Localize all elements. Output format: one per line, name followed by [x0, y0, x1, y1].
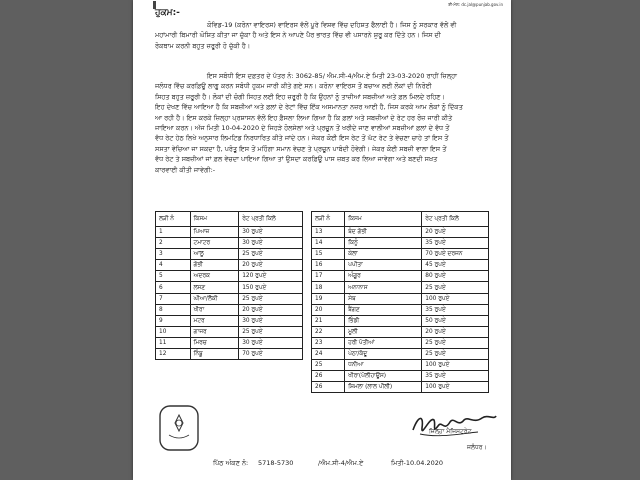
rate-cell: 35 ਰੁਪਏ: [422, 238, 489, 249]
item-name-cell: ਨਿੰਬੂ: [190, 349, 239, 360]
table-row: [312, 304, 489, 315]
table-row: [312, 227, 489, 238]
table-row: [156, 293, 303, 304]
serial-number-cell: 15: [312, 249, 345, 260]
rate-cell: 30 ਰੁਪਏ: [239, 238, 303, 249]
item-name-cell: ਕਿਨੂੰ: [345, 238, 422, 249]
item-name-cell: ਗੋਭੀ: [190, 260, 239, 271]
rate-cell: 30 ਰੁਪਏ: [239, 337, 303, 348]
item-name-cell: ਮੂਲੀ: [345, 326, 422, 337]
item-name-cell: ਟਮਾਟਰ: [190, 238, 239, 249]
serial-number-cell: 14: [312, 238, 345, 249]
item-name-cell: ਬੰਦ ਗੋਭੀ: [345, 227, 422, 238]
table-row: [312, 249, 489, 260]
item-name-cell: ਖੀਰਾ: [190, 304, 239, 315]
endorsement-date: ਮਿਤੀ-10.04.2020: [391, 459, 444, 467]
serial-number-cell: 13: [312, 227, 345, 238]
item-name-cell: ਮਿਰਚ: [190, 337, 239, 348]
item-name-cell: ਖੀਰਾ(ਪੋਲੀਹਾਊਸ): [345, 371, 422, 382]
table-row: [156, 304, 303, 315]
paragraph-line: ਸਿਹਤ ਬਹੁਤ ਜ਼ਰੂਰੀ ਹੈ। ਲੋਕਾਂ ਦੀ ਚੰਗੀ ਸਿਹਤ ਲਈ ਇਹ ਜ਼ਰੂਰੀ ਹੈ ਕਿ ਉਹਨਾਂ ਨੂੰ ਤਾਜ਼ੀਆਂ ਸਬਜ਼ੀਆਂ ਅਤੇ ਫ਼ਲ ਮਿਲਦੇ ਰਹਿਣ।: [155, 92, 445, 101]
signatory-place: ਜਲੰਧਰ।: [467, 444, 487, 451]
signatory-title: ਜ਼ਿਲ੍ਹਾ ਮੈਜਿਸਟਰੇਟ: [429, 428, 472, 435]
table-row: [156, 238, 303, 249]
table-row: [156, 271, 303, 282]
table-row: [312, 371, 489, 382]
item-name-cell: ਪੇਠਾ/ਕੱਦੂ: [345, 349, 422, 360]
intro-paragraph: [155, 20, 495, 51]
rate-cell: 25 ਰੁਪਏ: [422, 337, 489, 348]
item-name-cell: ਅਦਰਕ: [190, 271, 239, 282]
serial-number-cell: 10: [156, 326, 191, 337]
serial-number-cell: 7: [156, 293, 191, 304]
paragraph-line: ਆ ਰਹੀ ਹੈ। ਇਸ ਕਰਕੇ ਜ਼ਿਲ੍ਹਾ ਪ੍ਰਸ਼ਾਸਨ ਵੱਲੋਂ ਇਹ ਫ਼ੈਸਲਾ ਲਿਆ ਗਿਆ ਹੈ ਕਿ ਫ਼ਲਾਂ ਅਤੇ ਸਬਜ਼ੀਆਂ ਦੇ ਰੇਟ ਹਰ ਰੋਜ਼ ਜਾਰੀ ਕੀਤੇ: [155, 113, 453, 122]
rate-cell: 150 ਰੁਪਏ: [239, 282, 303, 293]
serial-number-cell: 17: [312, 271, 345, 282]
table-row: [312, 349, 489, 360]
item-name-cell: ਸ਼ਿਮਲਾ (ਲਾਲ ਪੀਲੀ): [345, 382, 422, 393]
table-row: [156, 260, 303, 271]
rate-cell: 30 ਰੁਪਏ: [239, 227, 303, 238]
serial-number-cell: 16: [312, 260, 345, 271]
rate-cell: 25 ਰੁਪਏ: [422, 349, 489, 360]
column-header: ਲੜੀ ਨੰ: [156, 212, 191, 227]
table-row: [156, 349, 303, 360]
rate-cell: 20 ਰੁਪਏ: [422, 227, 489, 238]
item-name-cell: ਘੀਆ/ਲੌਕੀ: [190, 293, 239, 304]
serial-number-cell: 8: [156, 304, 191, 315]
item-name-cell: ਅੰਗੂਰ: [345, 271, 422, 282]
rates-table-right: [311, 211, 489, 393]
paragraph-line: ਜਾਇਆ ਕਰਨ। ਅੱਜ ਮਿਤੀ 10-04-2020 ਦੇ ਜਿਹੜੇ ਹੋਲਸੇਲਾਂ ਅਤੇ ਪ੍ਰਚੂਨ ਤੋਂ ਖਰੀਦੇ ਜਾਣ ਵਾਲੀਆਂ ਸਬਜ਼ੀਆਂ ਫ਼ਲਾਂ ਦੇ ਵੱਧ ਤੋਂ: [155, 124, 450, 133]
table-row: [312, 271, 489, 282]
table-row: [312, 293, 489, 304]
paragraph-line: ਇਸ ਸਬੰਧੀ ਇਸ ਦਫ਼ਤਰ ਦੇ ਪੱਤਰ ਨੰ: 3062-85/ ਐਮ.ਸੀ-4/ਐਮ.ਏ ਮਿਤੀ 23-03-2020 ਰਾਹੀਂ ਜ਼ਿਲ੍ਹਾ: [207, 72, 458, 80]
paragraph-line: ਜਲੰਧਰ ਵਿੱਚ ਕਰਫ਼ਿਊ ਲਾਗੂ ਕਰਨ ਸਬੰਧੀ ਹੁਕਮ ਜਾਰੀ ਕੀਤੇ ਗਏ ਸਨ। ਕਰੋਨਾ ਵਾਇਰਸ ਤੋਂ ਬਚਾਅ ਲਈ ਲੋਕਾਂ ਦੀ ਨਿਰੋਈ: [155, 82, 432, 91]
serial-number-cell: 25: [312, 360, 345, 371]
table-row: [156, 227, 303, 238]
rate-cell: 70 ਰੁਪਏ: [239, 349, 303, 360]
column-header: ਰੇਟ ਪ੍ਰਤੀ ਕਿਲੋ: [422, 212, 489, 227]
rate-cell: 20 ਰੁਪਏ: [239, 260, 303, 271]
serial-number-cell: 21: [312, 315, 345, 326]
serial-number-cell: 22: [312, 326, 345, 337]
serial-number-cell: 12: [156, 349, 191, 360]
rate-cell: 25 ਰੁਪਏ: [239, 249, 303, 260]
serial-number-cell: 26: [312, 382, 345, 393]
endorsement-label: ਪਿੱਠ ਅੰਕਣ ਨੰ:: [213, 459, 249, 467]
paragraph-line: ਕਾਰਵਾਈ ਕੀਤੀ ਜਾਵੇਗੀ:-: [155, 165, 216, 174]
table-row: [312, 360, 489, 371]
item-name-cell: ਗਾਜਰ: [190, 326, 239, 337]
letterhead-email: ਈ-ਮੇਲ: dc.jal@punjab.gov.in: [448, 2, 503, 7]
rate-cell: 70 ਰੁਪਏ ਦਰਜਨ: [422, 249, 489, 260]
rate-cell: 35 ਰੁਪਏ: [422, 304, 489, 315]
serial-number-cell: 5: [156, 271, 191, 282]
official-seal-icon: [159, 405, 199, 451]
paragraph-line: ਮਹਾਂਮਾਰੀ ਬਿਮਾਰੀ ਘੋਸ਼ਿਤ ਕੀਤਾ ਜਾ ਚੁੱਕਾ ਹੈ ਅਤੇ ਇਸ ਨੇ ਆਪਣੇ ਪੈਰ ਭਾਰਤ ਵਿੱਚ ਵੀ ਪਸਾਰਨੇ ਸ਼ੁਰੂ ਕਰ ਦਿੱਤੇ ਹਨ। ਜਿਸ ਦੀ: [155, 31, 441, 40]
table-row: [312, 260, 489, 271]
rate-cell: 20 ਰੁਪਏ: [422, 326, 489, 337]
rate-cell: 25 ਰੁਪਏ: [239, 326, 303, 337]
table-row: [312, 282, 489, 293]
item-name-cell: ਭਿੰਡੀ: [345, 315, 422, 326]
item-name-cell: ਮਟਰ: [190, 315, 239, 326]
serial-number-cell: 20: [312, 304, 345, 315]
rate-cell: 35 ਰੁਪਏ: [422, 371, 489, 382]
table-row: [156, 249, 303, 260]
table-row: [156, 315, 303, 326]
endorsement-number: 5718-5730: [258, 459, 294, 467]
rate-cell: 100 ਰੁਪਏ: [422, 360, 489, 371]
serial-number-cell: 26: [312, 371, 345, 382]
table-row: [156, 326, 303, 337]
item-name-cell: ਸੇਬ: [345, 293, 422, 304]
serial-number-cell: 4: [156, 260, 191, 271]
rate-cell: 100 ਰੁਪਏ: [422, 293, 489, 304]
rate-cell: 20 ਰੁਪਏ: [239, 304, 303, 315]
paragraph-line: ਵੱਧ ਰੇਟ ਹੇਠ ਲਿਖੇ ਅਨੁਸਾਰ ਲਿਮਟਿਡ ਨਿਰਧਾਰਿਤ ਕੀਤੇ ਜਾਂਦੇ ਹਨ। ਜੇਕਰ ਕੋਈ ਇਸ ਰੇਟ ਤੋਂ ਘੱਟ ਰੇਟ ਤੇ ਵੇਚਣਾ ਚਾਹੇ ਤਾਂ ਇਸ ਤੋਂ: [155, 134, 449, 143]
table-row: [156, 282, 303, 293]
table-row: [312, 315, 489, 326]
table-row: [312, 238, 489, 249]
column-header: ਕਿਸਮ: [345, 212, 422, 227]
rate-cell: 50 ਰੁਪਏ: [422, 315, 489, 326]
paragraph-line: ਕੋਵਿਡ-19 (ਕਰੋਨਾ ਵਾਇਰਸ) ਵਾਇਰਸ ਵੱਲੋਂ ਪੂਰੇ ਵਿਸ਼ਵ ਵਿੱਚ ਦਹਿਸ਼ਤ ਫੈਲਾਈ ਹੈ। ਜਿਸ ਨੂੰ ਸਰਕਾਰ ਵੱਲੋਂ ਵੀ: [207, 21, 457, 29]
serial-number-cell: 9: [156, 315, 191, 326]
column-header: ਰੇਟ ਪ੍ਰਤੀ ਕਿਲੋ: [239, 212, 303, 227]
table-row: [156, 337, 303, 348]
item-name-cell: ਆਲੂ: [190, 249, 239, 260]
rate-cell: 45 ਰੁਪਏ: [422, 260, 489, 271]
rate-cell: 25 ਰੁਪਏ: [422, 282, 489, 293]
serial-number-cell: 3: [156, 249, 191, 260]
order-heading: ਹੁਕਮ:-: [155, 8, 180, 18]
order-paragraph: [155, 71, 495, 175]
item-name-cell: ਲਸਣ: [190, 282, 239, 293]
item-name-cell: ਹਰੀ ਪੱਤੀਆਂ: [345, 337, 422, 348]
table-header-row: [156, 212, 303, 227]
item-name-cell: ਪਿਆਜ਼: [190, 227, 239, 238]
table-row: [312, 337, 489, 348]
table-row: [312, 326, 489, 337]
paragraph-line: ਇਹ ਦੇਖਣ ਵਿੱਚ ਆਇਆ ਹੈ ਕਿ ਸਬਜ਼ੀਆਂ ਅਤੇ ਫ਼ਲਾਂ ਦੇ ਰੇਟਾਂ ਵਿੱਚ ਇੱਕ ਅਸਮਾਨਤਾ ਨਜ਼ਰ ਆਈ ਹੈ, ਜਿਸ ਕਰਕੇ ਆਮ ਲੋਕਾਂ ਨੂੰ ਦਿੱਕਤ: [155, 103, 463, 112]
paragraph-line: ਵੱਧ ਰੇਟ ਤੇ ਸਬਜ਼ੀਆਂ ਜਾਂ ਫ਼ਲ ਵੇਚਦਾ ਪਾਇਆ ਗਿਆ ਤਾਂ ਉਸਦਾ ਕਰਫ਼ਿਊ ਪਾਸ ਜ਼ਬਤ ਕਰ ਲਿਆ ਜਾਵੇਗਾ ਅਤੇ ਬਣਦੀ ਸਖ਼ਤ: [155, 155, 438, 164]
serial-number-cell: 2: [156, 238, 191, 249]
serial-number-cell: 11: [156, 337, 191, 348]
column-header: ਲੜੀ ਨੰ: [312, 212, 345, 227]
rate-cell: 25 ਰੁਪਏ: [239, 293, 303, 304]
paragraph-line: ਸਸਤਾ ਵੇਚਿਆ ਜਾ ਸਕਦਾ ਹੈ, ਪਰੰਤੂ ਇਸ ਤੋਂ ਮਹਿੰਗਾ ਸਮਾਨ ਵੇਚਣ ਤੇ ਪ੍ਰਚੂਨ ਪਾਬੰਦੀ ਹੋਵੇਗੀ। ਜੇਕਰ ਕੋਈ ਸਬਜ਼ੀ ਵਾਲਾ ਇਸ ਤੋਂ: [155, 144, 447, 153]
column-header: ਕਿਸਮ: [190, 212, 239, 227]
serial-number-cell: 23: [312, 337, 345, 348]
document-page: [133, 0, 511, 480]
item-name-cell: ਕੇਲਾ: [345, 249, 422, 260]
serial-number-cell: 6: [156, 282, 191, 293]
endorsement-reference: /ਐਮ.ਸੀ-4/ਐਮ.ਏ: [318, 459, 364, 467]
item-name-cell: ਅਨਾਨਾਸ: [345, 282, 422, 293]
serial-number-cell: 18: [312, 282, 345, 293]
serial-number-cell: 19: [312, 293, 345, 304]
paragraph-line: ਰੋਕਥਾਮ ਕਰਨੀ ਬਹੁਤ ਜ਼ਰੂਰੀ ਹੋ ਚੁੱਕੀ ਹੈ।: [155, 41, 251, 50]
item-name-cell: ਧਨੀਆ: [345, 360, 422, 371]
rate-cell: 30 ਰੁਪਏ: [239, 315, 303, 326]
rate-cell: 120 ਰੁਪਏ: [239, 271, 303, 282]
rate-cell: 80 ਰੁਪਏ: [422, 271, 489, 282]
item-name-cell: ਪਪੀਤਾ: [345, 260, 422, 271]
rates-table-left: [155, 211, 303, 360]
rate-cell: 100 ਰੁਪਏ: [422, 382, 489, 393]
serial-number-cell: 24: [312, 349, 345, 360]
table-header-row: [312, 212, 489, 227]
item-name-cell: ਬੈਂਗਣ: [345, 304, 422, 315]
serial-number-cell: 1: [156, 227, 191, 238]
table-row: [312, 382, 489, 393]
